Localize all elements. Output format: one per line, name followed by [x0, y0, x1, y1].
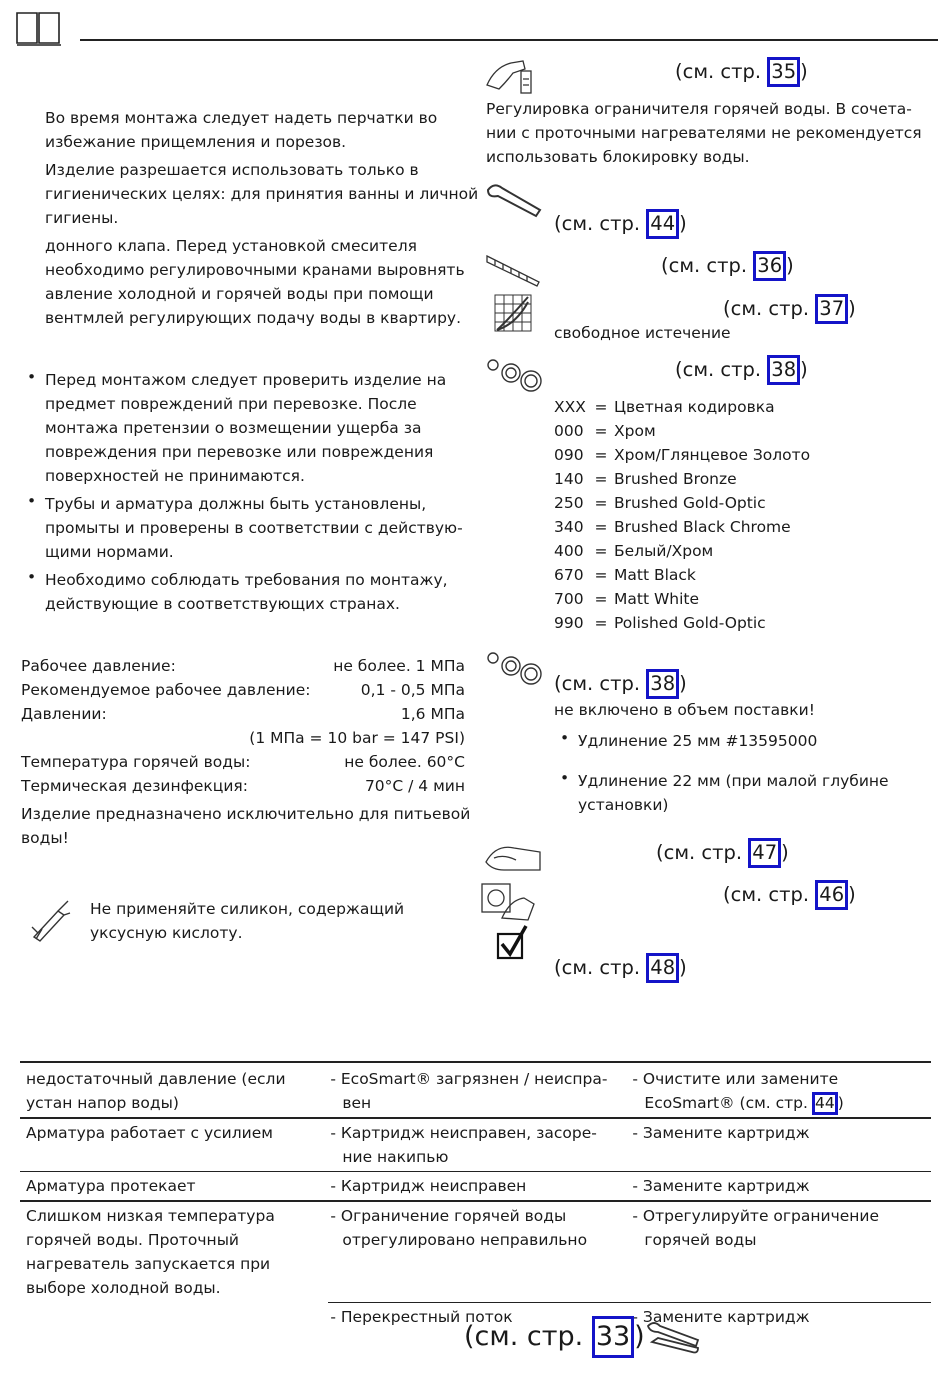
table-cell-problem — [20, 1172, 328, 1202]
list-item: • Трубы и арматура должны быть установлены, промыты и проверены в соответствии с действую- щими нормами. — [23, 492, 463, 564]
color-code: 340 — [554, 518, 584, 536]
ruler-icon — [485, 252, 541, 292]
page-ref-link[interactable]: 47 — [748, 838, 781, 868]
cell-line: - Замените картридж — [632, 1307, 810, 1326]
extension-list — [556, 729, 889, 817]
color-name: Хром — [614, 422, 656, 440]
equals-sign: = — [594, 542, 608, 560]
handle-parts-icon — [485, 648, 545, 690]
cell-line: - Перекрестный поток — [330, 1307, 513, 1326]
technical-data — [21, 654, 471, 850]
color-code-row — [554, 395, 810, 419]
color-code: 670 — [554, 566, 584, 584]
table-cell-remedy — [630, 1172, 931, 1202]
page-ref: (см. стр. 47 ) — [656, 838, 789, 868]
color-code: 250 — [554, 494, 584, 512]
equals-sign: = — [594, 590, 608, 608]
cell-line: EcoSmart® (см. стр. — [644, 1094, 808, 1112]
color-name: Matt Black — [614, 566, 696, 584]
spec-row: Давлении: 1,6 МПа — [21, 705, 465, 723]
intro-text — [45, 106, 478, 330]
cell-line: - Очистите или замените — [632, 1070, 839, 1088]
color-code-row — [554, 611, 810, 635]
tools-icon — [644, 1318, 702, 1362]
intro-line: необходимо регулировочными кранами выровнять — [45, 261, 465, 279]
color-code-row — [554, 587, 810, 611]
checkbox-icon — [496, 924, 530, 966]
table-cell-problem — [20, 1302, 328, 1331]
color-name: Brushed Black Chrome — [614, 518, 791, 536]
page-ref-link[interactable]: 37 — [815, 294, 848, 324]
cell-line-with-ref — [632, 1091, 931, 1115]
table-cell-remedy — [630, 1201, 931, 1302]
equals-sign: = — [594, 518, 608, 536]
color-code: 990 — [554, 614, 584, 632]
table-cell-remedy — [630, 1063, 931, 1118]
hand-adjust-icon — [485, 55, 535, 101]
intro-line: авление холодной и горячей воды при помощи — [45, 285, 434, 303]
safety-bullets — [23, 368, 463, 616]
cell-line: отрегулировано неправильно — [342, 1231, 588, 1249]
table-row — [20, 1118, 931, 1172]
color-code: 400 — [554, 542, 584, 560]
spec-row: Рабочее давление: не более. 1 МПа — [21, 657, 465, 675]
intro-line: Во время монтажа следует надеть перчатки во — [45, 109, 438, 127]
drinking-water-note: воды! — [21, 829, 69, 847]
table-cell-cause — [328, 1201, 630, 1302]
flow-diagram-icon — [494, 294, 532, 336]
color-code-row — [554, 515, 810, 539]
hot-limit-text: Регулировка ограничителя горячей воды. В сочета- нии с проточными нагревателями не рекомендуется использовать блокировку воды. — [486, 100, 922, 166]
handle-parts-icon — [485, 355, 545, 397]
list-item: • Удлинение 25 мм #13595000 — [556, 729, 889, 753]
intro-line: вентмлей регулирующих подачу воды в квартиру. — [45, 309, 462, 327]
table-cell-problem — [20, 1201, 328, 1302]
page-ref-link[interactable]: 44 — [812, 1092, 838, 1115]
equals-sign: = — [594, 398, 608, 416]
spec-row: Температура горячей воды: не более. 60°C — [21, 753, 465, 771]
cell-line: - Картридж неисправен — [330, 1177, 527, 1195]
page-ref: (см. стр. 37 ) — [723, 294, 856, 324]
silicone-warning: Не применяйте силикон, содержащий уксусную кислоту. — [90, 900, 405, 942]
color-code: 090 — [554, 446, 584, 464]
cell-line: устан напор воды) — [26, 1094, 179, 1112]
cell-line: выборе холодной воды. — [26, 1279, 221, 1297]
wrench-icon — [484, 180, 544, 224]
table-cell-cause — [328, 1118, 630, 1172]
equals-sign: = — [594, 494, 608, 512]
cell-line: нагреватель запускается при — [26, 1255, 271, 1273]
color-code: 000 — [554, 422, 584, 440]
color-code-list — [554, 395, 810, 635]
cell-line: ние накипью — [342, 1148, 449, 1166]
page-ref-link[interactable]: 46 — [815, 880, 848, 910]
page-ref: (см. стр. 44 ) — [554, 209, 687, 239]
equals-sign: = — [594, 470, 608, 488]
intro-line: гигиены. — [45, 209, 119, 227]
cell-line: - Замените картридж — [632, 1124, 810, 1142]
cell-line: Арматура работает с усилием — [26, 1124, 273, 1142]
spec-row: (1 МПа = 10 bar = 147 PSI) — [249, 729, 465, 747]
hand-socket-icon — [480, 878, 536, 926]
color-code-row — [554, 443, 810, 467]
color-name: Brushed Gold-Optic — [614, 494, 766, 512]
troubleshooting-table — [20, 1061, 931, 1331]
equals-sign: = — [594, 566, 608, 584]
color-code-row — [554, 491, 810, 515]
equals-sign: = — [594, 446, 608, 464]
color-name: Белый/Хром — [614, 542, 714, 560]
page-ref-link[interactable]: 35 — [767, 57, 800, 87]
list-item: • Перед монтажом следует проверить изделие на предмет повреждений при перевозке. После монтажа претензии о возмещении ущерба за повреждения при перевозке или повреждения поверхностей не принимаются. — [23, 368, 463, 488]
page-ref: (см. стр. 38 ) — [554, 669, 687, 699]
page-ref-link[interactable]: 33 — [592, 1316, 634, 1358]
table-cell-problem — [20, 1063, 328, 1118]
color-code: 140 — [554, 470, 584, 488]
list-item: • Необходимо соблюдать требования по монтажу, действующие в соответствующих странах. — [23, 568, 463, 616]
table-row — [20, 1172, 931, 1202]
color-name: Polished Gold-Optic — [614, 614, 766, 632]
color-code: XXX — [554, 398, 586, 416]
cell-line: - Замените картридж — [632, 1177, 810, 1195]
page-ref: (см. стр. 48 ) — [554, 953, 687, 983]
cell-line: недостаточный давление (если — [26, 1070, 286, 1088]
table-cell-cause — [328, 1172, 630, 1202]
equals-sign: = — [594, 614, 608, 632]
cell-line: Слишком низкая температура — [26, 1207, 275, 1225]
color-code: 700 — [554, 590, 584, 608]
cell-line: - Отрегулируйте ограничение — [632, 1207, 880, 1225]
color-name: Цветная кодировка — [614, 398, 775, 416]
page-ref-link[interactable]: 48 — [646, 953, 679, 983]
color-name: Matt White — [614, 590, 700, 608]
book-icon — [15, 10, 63, 50]
table-cell-cause — [328, 1063, 630, 1118]
color-code-row — [554, 467, 810, 491]
drinking-water-note: Изделие предназначено исключительно для питьевой — [21, 805, 471, 823]
cell-line: - EcoSmart® загрязнен / неиспра- — [330, 1070, 608, 1088]
page-ref: (см. стр. 35 ) — [675, 57, 808, 87]
spec-row: Термическая дезинфекция: 70°C / 4 мин — [21, 777, 465, 795]
free-flow-label: свободное истечение — [554, 324, 731, 342]
table-cell-remedy — [630, 1118, 931, 1172]
list-item: • Удлинение 22 мм (при малой глубине установки) — [556, 769, 889, 817]
page-ref: (см. стр. 38 ) — [675, 355, 808, 385]
page-ref-link[interactable]: 44 — [646, 209, 679, 239]
page-ref-link[interactable]: 38 — [646, 669, 679, 699]
intro-line: избежание прищемления и порезов. — [45, 133, 347, 151]
page-ref-link[interactable]: 36 — [753, 251, 786, 281]
color-name: Brushed Bronze — [614, 470, 737, 488]
color-code-row — [554, 419, 810, 443]
intro-line: гигиенических целях: для принятия ванны и личной — [45, 185, 479, 203]
header-rule — [80, 39, 938, 41]
color-name: Хром/Глянцевое Золото — [614, 446, 811, 464]
cell-line: горячей воды — [644, 1231, 757, 1249]
table-row — [20, 1063, 931, 1118]
spec-row: Рекомендуемое рабочее давление: 0,1 - 0,5 МПа — [21, 681, 465, 699]
cell-line: горячей воды. Проточный — [26, 1231, 240, 1249]
silicone-gun-icon — [28, 897, 72, 947]
page-ref: (см. стр. 46 ) — [723, 880, 856, 910]
table-row — [20, 1201, 931, 1302]
cell-line: - Ограничение горячей воды — [330, 1207, 567, 1225]
color-code-row — [554, 539, 810, 563]
cell-line: - Картридж неисправен, засоре- — [330, 1124, 597, 1142]
intro-line: донного клапа. Перед установкой смесителя — [45, 237, 417, 255]
cleaning-hand-icon — [484, 840, 542, 878]
table-cell-problem — [20, 1118, 328, 1172]
color-code-row — [554, 563, 810, 587]
ref-close: ) — [837, 1094, 844, 1112]
cell-line: Арматура протекает — [26, 1177, 196, 1195]
intro-line: Изделие разрешается использовать только в — [45, 161, 419, 179]
page-ref: (см. стр. 33 ) — [464, 1316, 645, 1358]
cell-line: вен — [342, 1094, 372, 1112]
page-ref: (см. стр. 36 ) — [661, 251, 794, 281]
equals-sign: = — [594, 422, 608, 440]
not-included-note: не включено в объем поставки! — [554, 701, 815, 719]
page-ref-link[interactable]: 38 — [767, 355, 800, 385]
